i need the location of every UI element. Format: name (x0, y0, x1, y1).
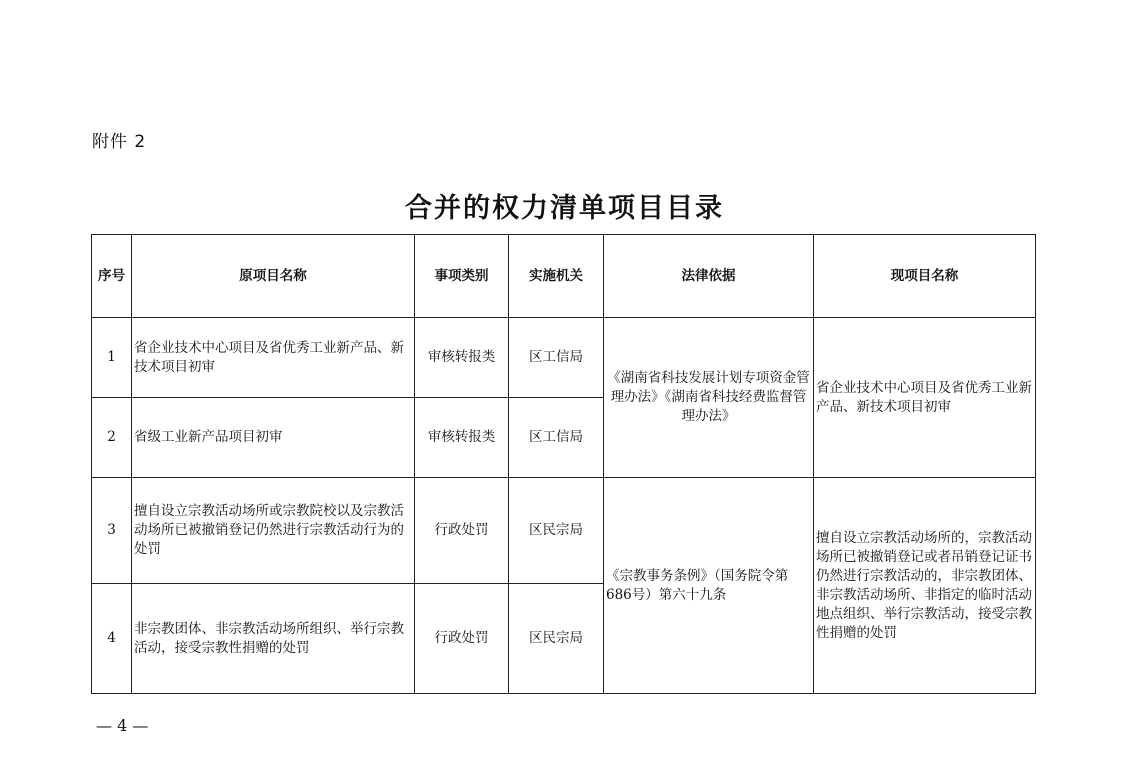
row-agency: 区民宗局 (509, 478, 604, 584)
row-original-name: 省级工业新产品项目初审 (132, 398, 415, 478)
col-header-current-name: 现项目名称 (814, 235, 1036, 318)
col-header-no: 序号 (92, 235, 132, 318)
current-name-cell: 省企业技术中心项目及省优秀工业新产品、新技术项目初审 (814, 318, 1036, 478)
table-header-row (92, 235, 1036, 318)
attachment-label: 附件 2 (92, 132, 147, 152)
col-header-original-name: 原项目名称 (132, 235, 415, 318)
row-category: 审核转报类 (415, 398, 509, 478)
row-original-name: 省企业技术中心项目及省优秀工业新产品、新技术项目初审 (132, 318, 415, 398)
row-category: 行政处罚 (415, 478, 509, 584)
row-no: 1 (92, 318, 132, 398)
row-no: 3 (92, 478, 132, 584)
row-no: 4 (92, 584, 132, 694)
table-row (92, 478, 1036, 584)
legal-basis-cell: 《湖南省科技发展计划专项资金管理办法》《湖南省科技经费监督管理办法》 (604, 318, 814, 478)
col-header-legal-basis: 法律依据 (604, 235, 814, 318)
row-original-name: 非宗教团体、非宗教活动场所组织、举行宗教活动，接受宗教性捐赠的处罚 (132, 584, 415, 694)
legal-basis-cell: 《宗教事务条例》（国务院令第686号）第六十九条 (604, 478, 814, 694)
row-category: 行政处罚 (415, 584, 509, 694)
row-agency: 区工信局 (509, 398, 604, 478)
row-original-name: 擅自设立宗教活动场所或宗教院校以及宗教活动场所已被撤销登记仍然进行宗教活动行为的处罚 (132, 478, 415, 584)
row-agency: 区民宗局 (509, 584, 604, 694)
col-header-agency: 实施机关 (509, 235, 604, 318)
page-title: 合并的权力清单项目目录 (405, 193, 724, 224)
row-agency: 区工信局 (509, 318, 604, 398)
col-header-category: 事项类别 (415, 235, 509, 318)
row-no: 2 (92, 398, 132, 478)
page-number: — 4 — (96, 716, 149, 735)
current-name-cell: 擅自设立宗教活动场所的，宗教活动场所已被撤销登记或者吊销登记证书仍然进行宗教活动的，非宗教团体、非宗教活动场所、非指定的临时活动地点组织、举行宗教活动，接受宗教性捐赠的处罚 (814, 478, 1036, 694)
table-row (92, 318, 1036, 398)
row-category: 审核转报类 (415, 318, 509, 398)
power-list-table (91, 234, 1036, 694)
